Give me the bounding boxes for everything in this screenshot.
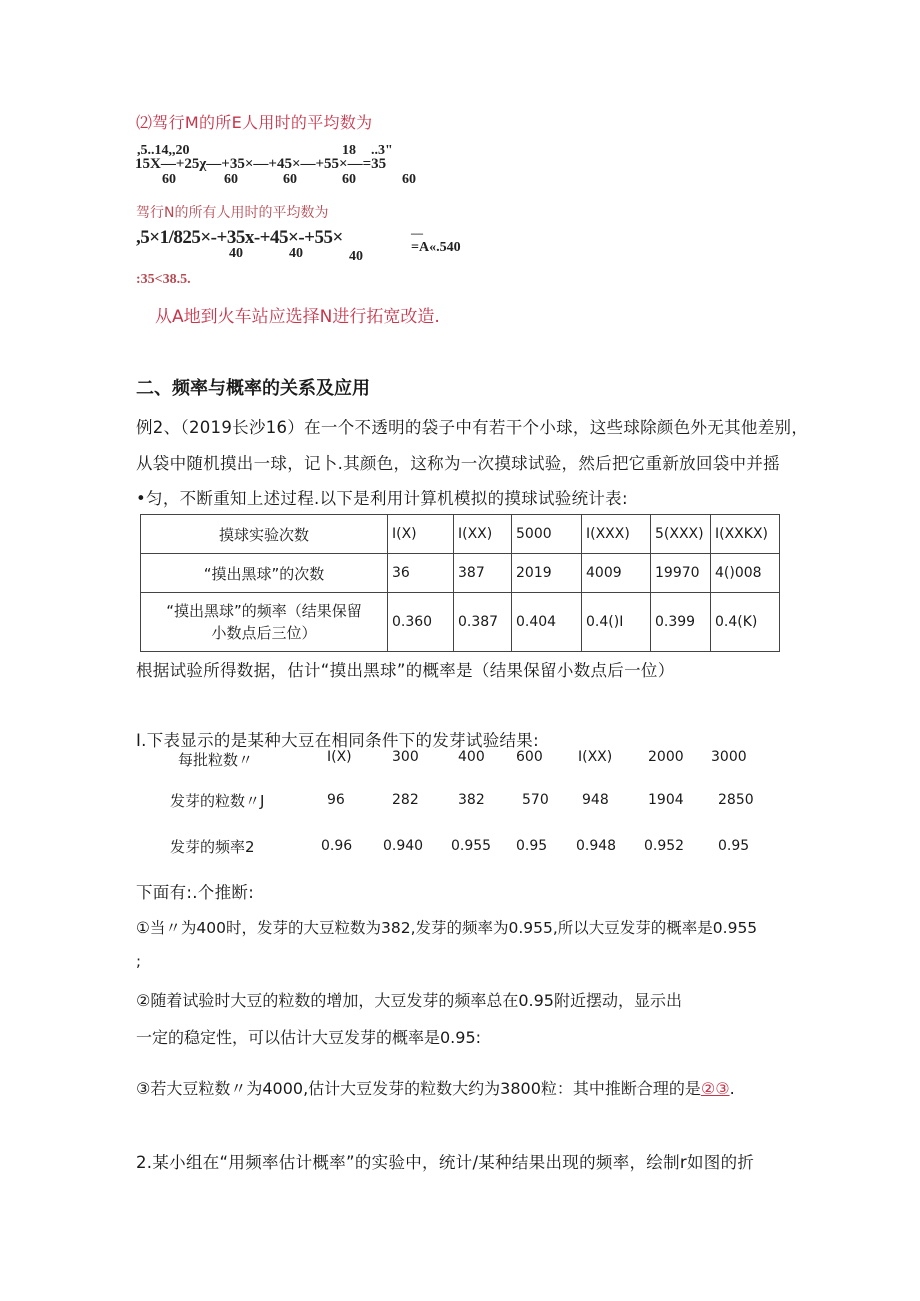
- formula-m-main: 15X—+25χ—+35×—+45×—+55×—=35: [135, 156, 387, 172]
- table-cell: 0.360: [388, 593, 454, 652]
- formula-m-den: 60: [162, 172, 176, 187]
- table-row: [141, 515, 780, 554]
- q1-cell: 1904: [648, 792, 684, 808]
- row3-label-line2: 小数点后三位）: [211, 624, 317, 642]
- q1-answer: ②③: [700, 1079, 730, 1098]
- example2-line1: 例2、（2019长沙16）在一个不透明的袋子中有若干个小球，这些球除颜色外无其他差别，: [136, 418, 809, 437]
- table-cell: 0.4()I: [582, 593, 651, 652]
- q1-cell: 0.940: [383, 838, 424, 854]
- q1-cell: 2850: [718, 792, 754, 808]
- formula-m-top-left: ,5..14,,20: [137, 143, 190, 158]
- compare-line: :35<38.5.: [136, 272, 191, 287]
- example2-after: 根据试验所得数据，估计“摸出黑球”的概率是（结果保留小数点后一位）: [136, 661, 675, 680]
- q1-statement-3-end: .: [729, 1079, 735, 1098]
- formula-m-den: 60: [283, 172, 297, 187]
- q1-cell: I(XX): [578, 749, 613, 765]
- q1-cell: 0.955: [451, 838, 492, 854]
- q1-cell: 0.96: [321, 838, 353, 854]
- q1-row-label: 每批粒数〃: [178, 751, 254, 769]
- formula-n-bar: —: [411, 226, 423, 240]
- formula-n-den: 40: [349, 249, 363, 264]
- section-heading: 二、频率与概率的关系及应用: [136, 378, 370, 399]
- table-cell: 0.4(K): [711, 593, 780, 652]
- table-cell: I(XXX): [582, 515, 651, 554]
- q1-cell: 0.952: [644, 838, 685, 854]
- q1-statement-2-cont: 一定的稳定性，可以估计大豆发芽的概率是0.95:: [136, 1028, 482, 1047]
- q1-statement-3: [136, 1076, 735, 1099]
- q2-line: 2.某小组在“用频率估计概率”的实验中，统计/某种结果出现的频率，绘制r如图的折: [136, 1153, 755, 1172]
- table-cell: 19970: [651, 554, 711, 593]
- q1-statement-1: ①当〃为400时，发芽的大豆粒数为382,发芽的频率为0.955,所以大豆发芽的概率是0.955: [136, 919, 758, 937]
- q1-cell: 2000: [648, 749, 684, 765]
- table-row: [141, 554, 780, 593]
- q1-cell: 282: [392, 792, 419, 808]
- formula-n-den: 40: [229, 246, 243, 261]
- example2-line3: •匀，不断重知上述过程.以下是利用计算机模拟的摸球试验统计表:: [136, 489, 628, 508]
- formula-m-top-right: ..3": [371, 143, 393, 158]
- q1-cell: 300: [392, 749, 419, 765]
- table-cell: I(XXKX): [711, 515, 780, 554]
- table-cell: 4()008: [711, 554, 780, 593]
- q1-statement-3-text: ③若大豆粒数〃为4000,估计大豆发芽的粒数大约为3800粒：其中推断合理的是: [136, 1079, 701, 1098]
- q1-cell: 0.95: [718, 838, 750, 854]
- table-cell: 5(XXX): [651, 515, 711, 554]
- q1-row-label: 发芽的频率2: [170, 838, 255, 856]
- table-cell: “摸出黑球”的次数: [141, 554, 388, 593]
- table-cell: 摸球实验次数: [141, 515, 388, 554]
- formula-n-main: ,5×1/825×-+35x-+45×-+55×: [136, 227, 343, 248]
- q1-cell: 948: [582, 792, 609, 808]
- q1-cell: 382: [458, 792, 485, 808]
- formula-m-den: 60: [224, 172, 238, 187]
- formula-m-den: 60: [342, 172, 356, 187]
- stat-table: [140, 514, 780, 652]
- table-cell: [141, 593, 388, 652]
- q1-cell: 600: [516, 749, 543, 765]
- q1-cell: 0.948: [576, 838, 617, 854]
- avg-m-intro: ⑵驾行M的所E人用时的平均数为: [136, 113, 373, 132]
- table-cell: I(XX): [454, 515, 512, 554]
- q1-cell: 3000: [711, 749, 747, 765]
- q1-cell: 570: [522, 792, 549, 808]
- row3-label-line1: “摸出黑球”的频率（结果保留: [166, 601, 362, 620]
- conclusion-line: 从A地到火车站应选择N进行拓宽改造.: [155, 307, 440, 327]
- q1-below: 下面有:.个推断:: [136, 883, 255, 902]
- example2-line2: 从袋中随机摸出一球，记卜.其颜色，这称为一次摸球试验，然后把它重新放回袋中并摇: [136, 454, 780, 473]
- table-cell: 0.404: [512, 593, 582, 652]
- table-cell: 0.399: [651, 593, 711, 652]
- q1-statement-1-end: ;: [136, 952, 142, 970]
- table-row: [141, 593, 780, 652]
- table-cell: I(X): [388, 515, 454, 554]
- q1-statement-2: ②随着试验时大豆的粒数的增加，大豆发芽的频率总在0.95附近摆动，显示出: [136, 991, 682, 1010]
- q1-row-label: 发芽的粒数〃J: [170, 792, 265, 810]
- q1-cell: 400: [458, 749, 485, 765]
- q1-cell: 96: [327, 792, 345, 808]
- formula-m-den: 60: [402, 172, 416, 187]
- formula-n-den: 40: [289, 246, 303, 261]
- q1-cell: I(X): [327, 749, 352, 765]
- formula-n-result: =A«.540: [411, 240, 461, 255]
- table-cell: 4009: [582, 554, 651, 593]
- table-cell: 0.387: [454, 593, 512, 652]
- avg-n-intro: 驾行N的所有人用时的平均数为: [136, 205, 329, 221]
- table-cell: 5000: [512, 515, 582, 554]
- q1-intro: I.下表显示的是某种大豆在相同条件下的发芽试验结果:: [136, 731, 539, 750]
- formula-m-top-mid: 18: [342, 143, 356, 158]
- q1-cell: 0.95: [516, 838, 548, 854]
- table-cell: 2019: [512, 554, 582, 593]
- table-cell: 36: [388, 554, 454, 593]
- table-cell: 387: [454, 554, 512, 593]
